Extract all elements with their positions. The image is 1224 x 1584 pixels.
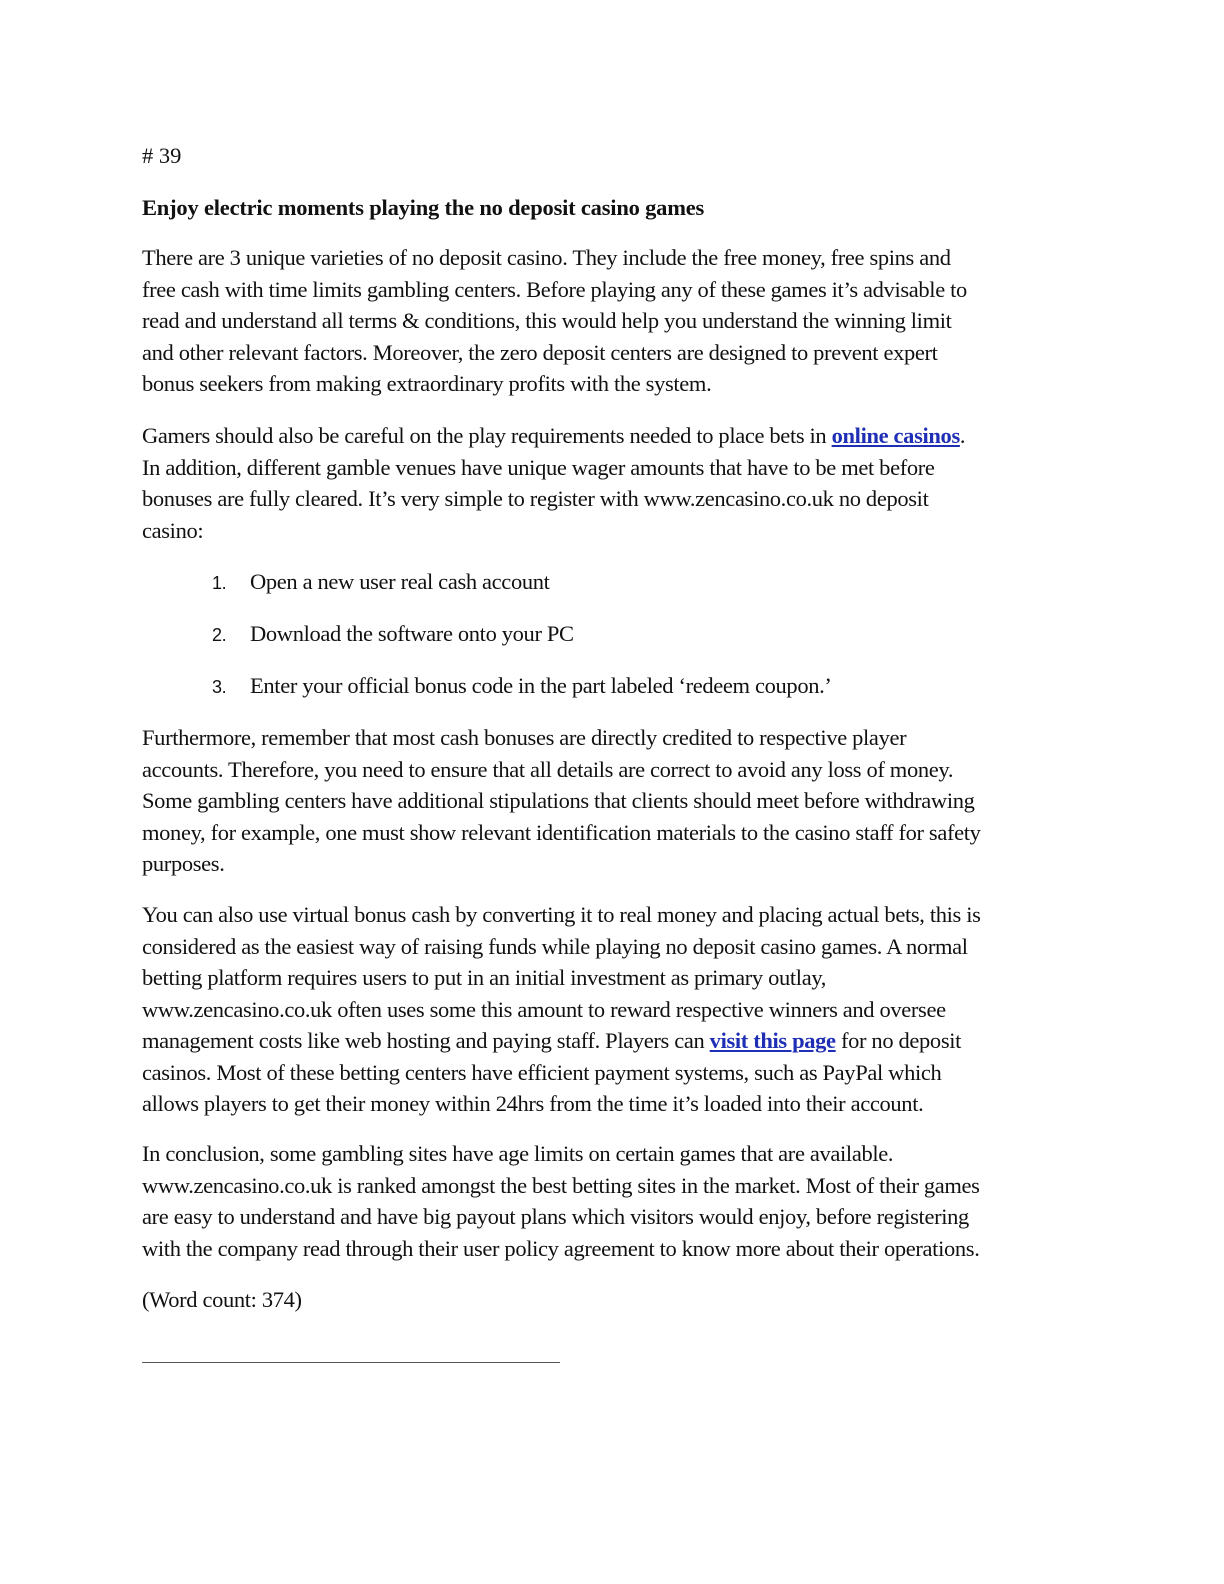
online-casinos-link[interactable]: online casinos bbox=[831, 423, 960, 448]
article-title: Enjoy electric moments playing the no deposit casino games bbox=[142, 195, 705, 220]
text-line: Furthermore, remember that most cash bonuses are directly credited to respective player bbox=[142, 725, 907, 750]
list-item bbox=[212, 670, 832, 704]
text-line: considered as the easiest way of raising funds while playing no deposit casino games. A normal bbox=[142, 933, 968, 959]
text-segment: for no deposit bbox=[835, 1028, 962, 1053]
text-line: www.zencasino.co.uk is ranked amongst the best betting sites in the market. Most of their games bbox=[142, 1172, 980, 1198]
list-item bbox=[212, 618, 574, 652]
text-line: You can also use virtual bonus cash by converting it to real money and placing actual bets, this is bbox=[142, 902, 981, 927]
paragraph-furthermore bbox=[142, 722, 1102, 880]
text-line: casinos. Most of these betting centers have efficient payment systems, such as PayPal which bbox=[142, 1059, 942, 1085]
text-line: free cash with time limits gambling centers. Before playing any of these games it’s advisable to bbox=[142, 276, 967, 302]
list-text: Download the software onto your PC bbox=[250, 621, 574, 646]
text-line: bonuses are fully cleared. It’s very simple to register with www.zencasino.co.uk no deposit bbox=[142, 486, 929, 511]
text-line bbox=[142, 1025, 1102, 1057]
word-count: (Word count: 374) bbox=[142, 1287, 302, 1312]
text-line: are easy to understand and have big payout plans which visitors would enjoy, before registering bbox=[142, 1204, 969, 1229]
text-line: bonus seekers from making extraordinary profits with the system. bbox=[142, 371, 712, 396]
list-text: Open a new user real cash account bbox=[250, 569, 550, 594]
footnote-divider bbox=[142, 1362, 560, 1363]
text-line: Some gambling centers have additional stipulations that clients should meet before withdrawing bbox=[142, 788, 975, 813]
text-line: accounts. Therefore, you need to ensure that all details are correct to avoid any loss of money. bbox=[142, 756, 954, 782]
article-number: # 39 bbox=[142, 143, 182, 168]
visit-this-page-link[interactable]: visit this page bbox=[709, 1028, 836, 1053]
text-line: In addition, different gamble venues have unique wager amounts that have to be met before bbox=[142, 454, 935, 480]
text-line: In conclusion, some gambling sites have age limits on certain games that are available. bbox=[142, 1141, 894, 1166]
list-number: 3. bbox=[212, 677, 227, 697]
text-line: casino: bbox=[142, 517, 204, 543]
text-line: money, for example, one must show relevant identification materials to the casino staff for safety bbox=[142, 819, 981, 845]
text-segment: management costs like web hosting and paying staff. Players can bbox=[142, 1028, 710, 1053]
list-number: 2. bbox=[212, 625, 227, 645]
paragraph-intro bbox=[142, 242, 1102, 400]
text-line: www.zencasino.co.uk often uses some this amount to reward respective winners and oversee bbox=[142, 996, 946, 1022]
text-line: betting platform requires users to put in an initial investment as primary outlay, bbox=[142, 965, 827, 990]
list-item bbox=[212, 566, 550, 600]
paragraph-virtual-bonus bbox=[142, 899, 1102, 1120]
text-line: and other relevant factors. Moreover, the zero deposit centers are designed to prevent expert bbox=[142, 339, 938, 365]
text-line: read and understand all terms & conditions, this would help you understand the winning limit bbox=[142, 308, 952, 333]
text-line: There are 3 unique varieties of no deposit casino. They include the free money, free spins and bbox=[142, 245, 951, 270]
text-line bbox=[142, 420, 1102, 452]
paragraph-requirements bbox=[142, 420, 1102, 546]
list-text: Enter your official bonus code in the part labeled ‘redeem coupon.’ bbox=[250, 673, 832, 698]
text-segment: Gamers should also be careful on the play requirements needed to place bets in bbox=[142, 423, 832, 448]
text-line: purposes. bbox=[142, 851, 225, 876]
text-line: with the company read through their user policy agreement to know more about their operations. bbox=[142, 1235, 980, 1261]
paragraph-conclusion bbox=[142, 1138, 1102, 1264]
text-line: allows players to get their money within 24hrs from the time it’s loaded into their account. bbox=[142, 1091, 924, 1116]
list-number: 1. bbox=[212, 573, 227, 593]
text-segment: . bbox=[959, 423, 966, 448]
